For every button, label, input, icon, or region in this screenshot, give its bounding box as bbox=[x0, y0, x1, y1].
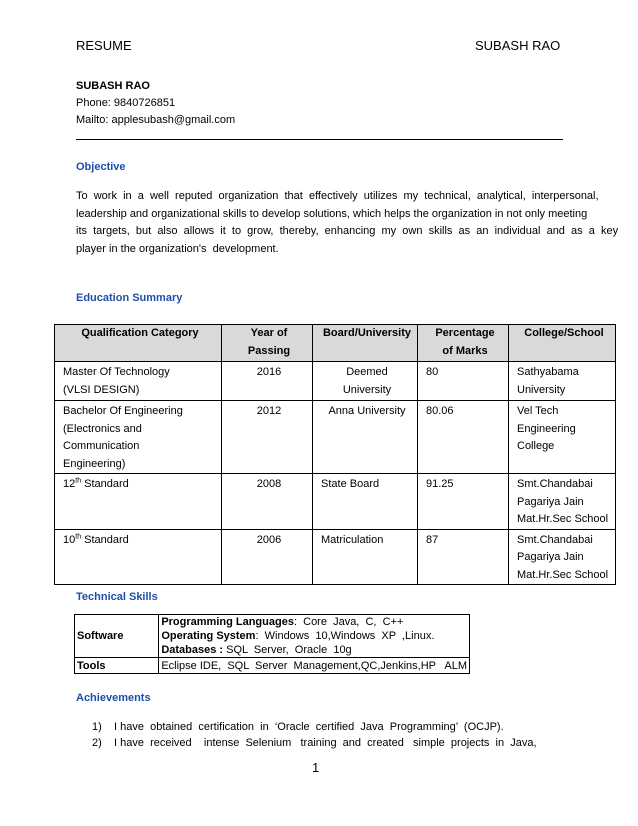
prog-label: Programming Languages bbox=[161, 616, 294, 628]
objective-line: leadership and organizational skills to develop solutions, which helps the organization in not only meeting bbox=[76, 207, 588, 220]
cell-percentage: 91.25 bbox=[418, 474, 509, 530]
os-label: Operating System bbox=[161, 630, 256, 642]
table-row bbox=[75, 658, 470, 674]
software-details bbox=[159, 615, 470, 658]
header-right: SUBASH RAO bbox=[475, 38, 561, 53]
table-row bbox=[55, 474, 616, 530]
candidate-name: SUBASH RAO bbox=[76, 80, 150, 92]
cell-college: Smt.Chandabai Pagariya Jain Mat.Hr.Sec School bbox=[509, 474, 616, 530]
objective-line: To work in a well reputed organization that effectively utilizes my technical, analytical, interpersonal, bbox=[76, 190, 599, 202]
header-left: RESUME bbox=[76, 38, 132, 53]
phone: Phone: 9840726851 bbox=[76, 97, 176, 109]
achievement-item: 1) I have obtained certification in ‘Oracle certified Java Programming’ (OCJP). bbox=[92, 721, 504, 733]
cell-year: 2008 bbox=[222, 474, 313, 530]
cell-qualification: 12th Standard bbox=[55, 474, 222, 530]
objective-text bbox=[76, 188, 619, 258]
tools-label: Tools bbox=[75, 658, 159, 674]
email: Mailto: applesubash@gmail.com bbox=[76, 114, 236, 126]
table-row bbox=[55, 401, 616, 474]
objective-line: player in the organization's development. bbox=[76, 242, 279, 255]
cell-board: State Board bbox=[313, 474, 418, 530]
education-heading: Education Summary bbox=[76, 292, 183, 304]
table-row bbox=[75, 615, 470, 658]
os-value: : Windows 10,Windows XP ,Linux. bbox=[255, 630, 435, 642]
table-header-row bbox=[55, 325, 616, 362]
cell-year: 2012 bbox=[222, 401, 313, 474]
software-label: Software bbox=[75, 615, 159, 658]
col-header-board: Board/University bbox=[313, 325, 418, 362]
col-header-percentage: Percentage of Marks bbox=[418, 325, 509, 362]
divider bbox=[76, 139, 563, 140]
cell-qualification: Master Of Technology (VLSI DESIGN) bbox=[55, 362, 222, 401]
objective-heading: Objective bbox=[76, 161, 126, 173]
objective-line: its targets, but also allows it to grow, thereby, enhancing my own skills as an individual and as a key bbox=[76, 225, 619, 238]
cell-board: Anna University bbox=[313, 401, 418, 474]
db-value: SQL Server, Oracle 10g bbox=[223, 644, 352, 656]
technical-table bbox=[74, 614, 470, 674]
cell-year: 2016 bbox=[222, 362, 313, 401]
col-header-qualification: Qualification Category bbox=[55, 325, 222, 362]
cell-percentage: 80 bbox=[418, 362, 509, 401]
tools-value: Eclipse IDE, SQL Server Management,QC,Jenkins,HP ALM bbox=[159, 658, 470, 674]
page-number: 1 bbox=[312, 760, 320, 775]
education-table bbox=[54, 324, 616, 585]
cell-college: Sathyabama University bbox=[509, 362, 616, 401]
cell-percentage: 87 bbox=[418, 529, 509, 585]
technical-heading: Technical Skills bbox=[76, 591, 158, 603]
cell-board: Matriculation bbox=[313, 529, 418, 585]
cell-college: Smt.Chandabai Pagariya Jain Mat.Hr.Sec School bbox=[509, 529, 616, 585]
table-row bbox=[55, 529, 616, 585]
achievements-heading: Achievements bbox=[76, 692, 151, 704]
cell-board: Deemed University bbox=[313, 362, 418, 401]
achievement-item: 2) I have received intense Selenium training and created simple projects in Java, bbox=[92, 737, 537, 749]
cell-percentage: 80.06 bbox=[418, 401, 509, 474]
prog-value: : Core Java, C, C++ bbox=[293, 616, 404, 628]
cell-year: 2006 bbox=[222, 529, 313, 585]
cell-qualification: Bachelor Of Engineering (Electronics and Communication Engineering) bbox=[55, 401, 222, 474]
table-row bbox=[55, 362, 616, 401]
db-label: Databases : bbox=[161, 644, 224, 656]
col-header-college: College/School bbox=[509, 325, 616, 362]
col-header-year: Year of Passing bbox=[222, 325, 313, 362]
cell-college: Vel Tech Engineering College bbox=[509, 401, 616, 474]
cell-qualification: 10th Standard bbox=[55, 529, 222, 585]
